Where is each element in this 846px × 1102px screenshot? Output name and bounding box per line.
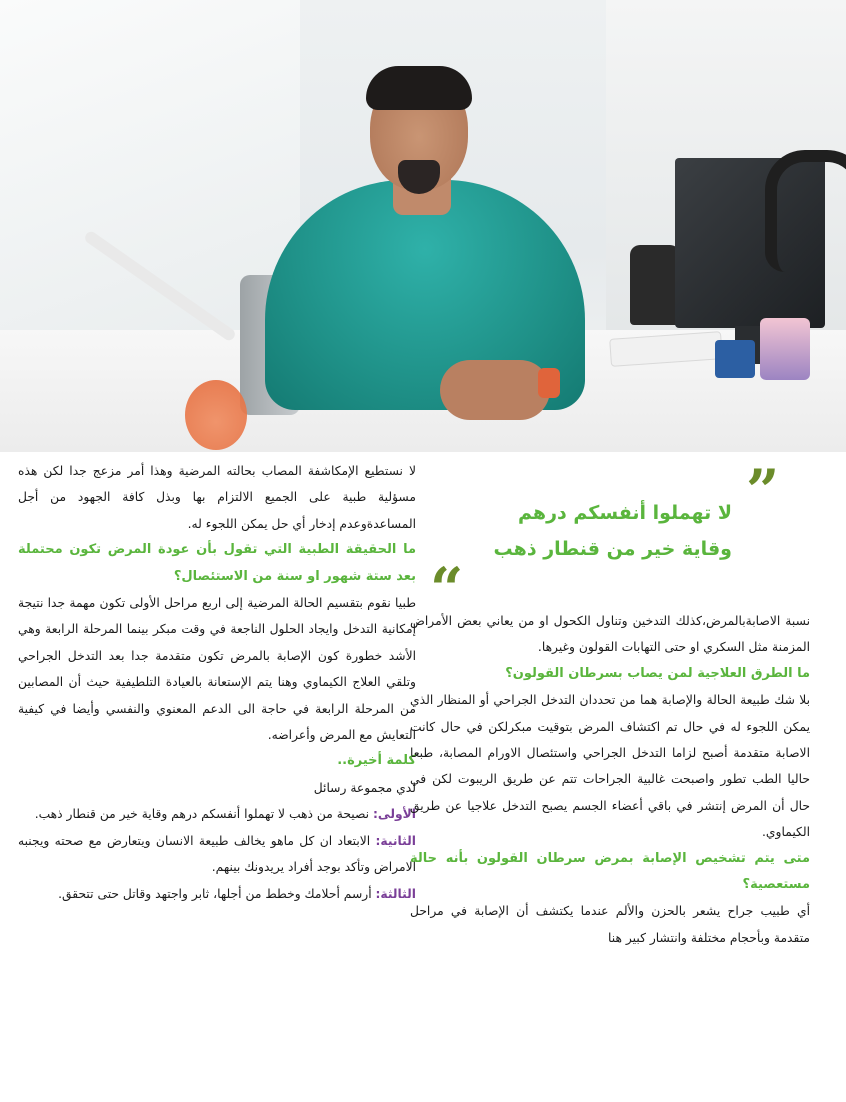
headphones (765, 150, 846, 272)
left-paragraph-1: لا نستطيع الإمكاشفة المصاب بحالته المرضية وهذا أمر مزعج جدا لكن هذه مسؤلية طبية على الجميع الالتزام بها وبذل كافة الجهود من أجل المساعدةوعدم إدخار أي حل يمكن اللجوء له. (18, 464, 416, 531)
glass-vase (185, 380, 247, 450)
left-heading-1: ما الحقيقة الطبية التي تقول بأن عودة المرض تكون محتملة بعد ستة شهور او سنة من الاستئصال؟ (18, 542, 416, 584)
message-1-text: نصيحة من ذهب لا تهملوا أنفسكم درهم وقاية خير من قنطار ذهب. (34, 807, 373, 822)
right-paragraph-1: نسبة الاصابةبالمرض،كذلك التدخين وتناول الكحول او من يعاني بعض الأمراض المزمنة مثل السكري او حتى التهابات القولون وغيرها. (410, 614, 810, 655)
quote-open-mark: ” (746, 457, 780, 525)
left-paragraph-3: لدي مجموعة رسائل (313, 780, 416, 795)
pen-cup (760, 318, 810, 380)
right-paragraph-3: أي طبيب جراح يشعر بالحزن والألم عندما يكتشف أن الإصابة في مراحل متقدمة وبأحجام مختلفة وانتشار كبير هنا (410, 904, 810, 945)
message-2 (18, 828, 416, 881)
message-3 (18, 881, 416, 907)
stamp (715, 340, 755, 378)
doctor-hands (440, 360, 550, 420)
quote-close-mark: “ (430, 555, 464, 623)
desk-phone (630, 245, 680, 325)
right-heading-1: ما الطرق العلاجية لمن يصاب بسرطان القولون؟ (505, 665, 810, 681)
message-3-text: أرسم أحلامك وخطط من أجلها، ثابر واجتهد وقاتل حتى تتحقق. (58, 886, 376, 901)
message-1-label: الأولى: (373, 807, 416, 822)
doctor-hair (366, 66, 472, 110)
message-2-text: الابتعاد ان كل ماهو يخالف طبيعة الانسان ويتعارض مع صحته ويجنبه الامراض وتأكد بوجد أفراد يريدونك بينهم. (18, 833, 416, 875)
wrist-watch (538, 368, 560, 398)
right-column (410, 608, 810, 951)
left-column (18, 458, 416, 907)
right-heading-2: متى يتم تشخيص الإصابة بمرض سرطان القولون بأنه حالة مستعصية؟ (410, 850, 810, 893)
pull-quote (470, 495, 732, 567)
left-paragraph-2: طبيا نقوم بتقسيم الحالة المرضية إلى اربع مراحل الأولى تكون مهمة جدا نتيجة إمكانية التدخل وايجاد الحلول الناجعة في وقت مبكر بينما المرحلة الرابعة وهي الأشد خطورة كون الإصابة بالمرض تكون متقدمة جدا بعد التدخل الجراحي وتلقي العلاج الكيماوي وهنا يتم الإستعانة بالعيادة التلطيفية حيث أن المصابين من المرحلة الرابعة في حاجة الى الدعم المعنوي والنفسي وأيضا في كيفية التعايش مع المرض وأعراضه. (18, 596, 416, 743)
message-3-label: الثالثة: (375, 886, 416, 901)
right-paragraph-2: بلا شك طبيعة الحالة والإصابة هما من تحددان التدخل الجراحي أو المنظار الذي يمكن اللجوء له في حال تم اكتشاف المرض بتوقيت مبكرلكن في حال كانت الاصابة متقدمة أصبح لزاما التدخل الجراحي واستئصال الاورام المصابة، طبعا حاليا الطب تطور واصبحت غالبية الجراحات تتم عن طريق الريبوت لكن في حال أن المرض إنتشر في باقي أعضاء الجسم يصبح التدخل علاجيا عن طريق الكيماوي. (410, 693, 810, 840)
message-1 (18, 801, 416, 827)
doctor-photo (0, 0, 846, 452)
pull-quote-line-1: لا تهملوا أنفسكم درهم (518, 502, 732, 524)
message-2-label: الثانية: (375, 833, 416, 848)
left-heading-2: كلمة أخيرة.. (337, 753, 416, 769)
pull-quote-line-2: وقاية خير من قنطار ذهب (493, 538, 732, 560)
